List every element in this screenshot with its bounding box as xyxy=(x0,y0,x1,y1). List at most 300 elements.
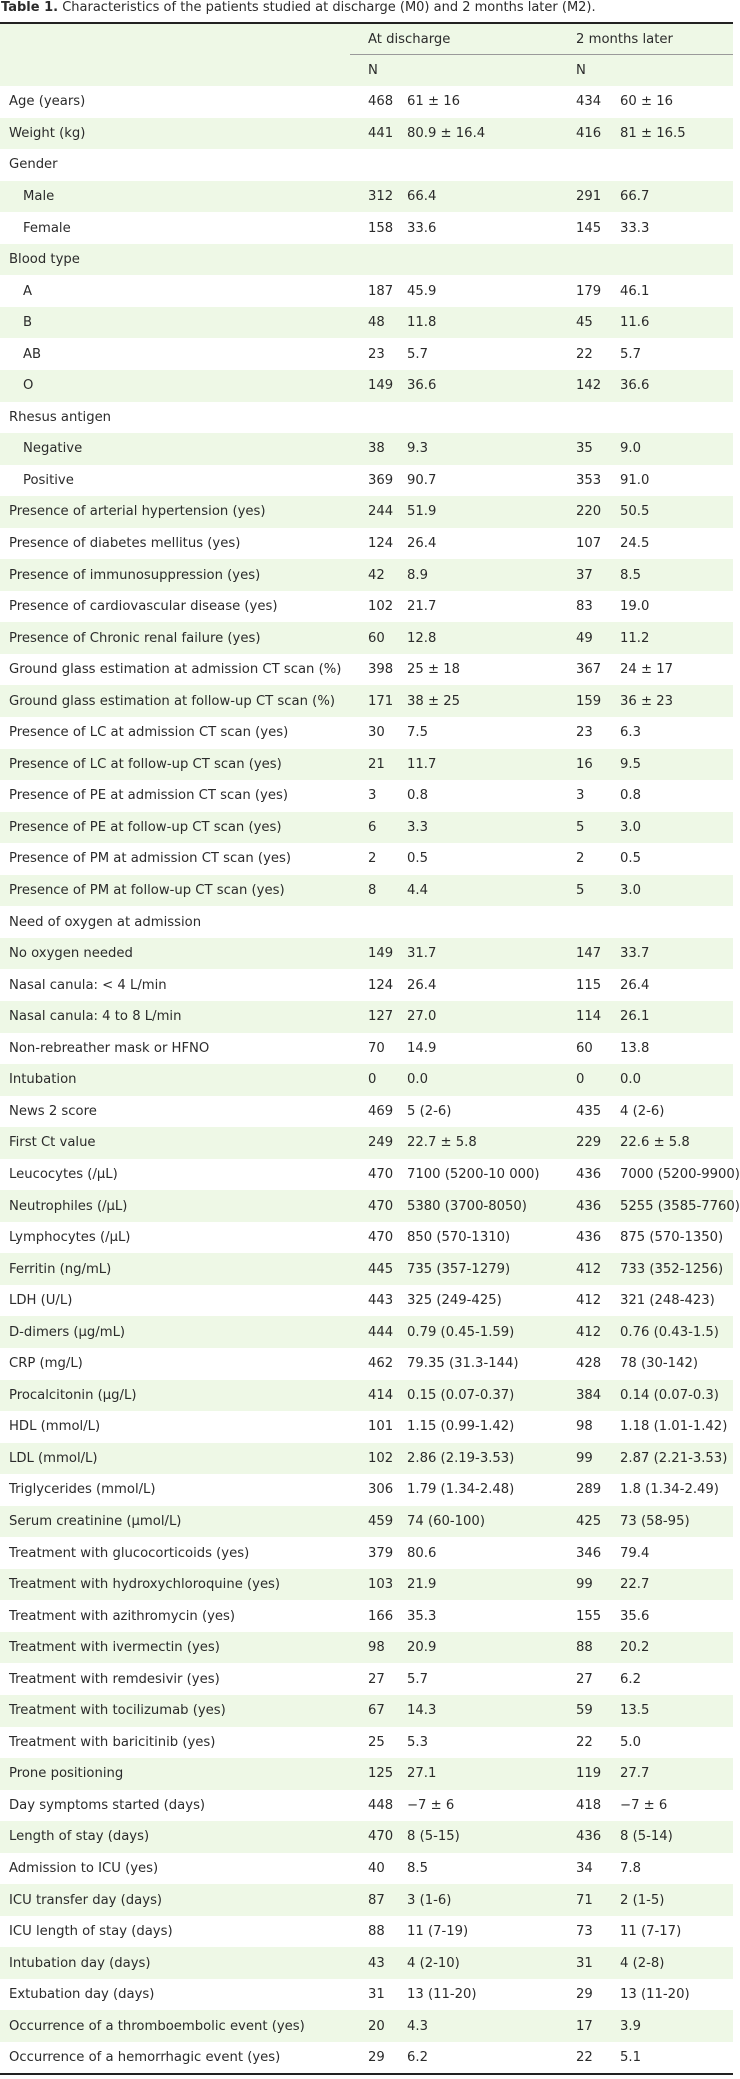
value-at-discharge: 27.1 xyxy=(377,1758,564,1790)
value-at-discharge: 5.7 xyxy=(407,1671,428,1687)
value-two-months-later: 11.6 xyxy=(591,307,733,339)
value-two-months-later: 2 (1-5) xyxy=(591,1884,733,1916)
value-two-months-later: 35.6 xyxy=(620,1608,650,1624)
row-label: Prone positioning xyxy=(0,1758,350,1790)
table-row xyxy=(0,843,733,875)
n-two-months-later: 412 xyxy=(564,1316,591,1348)
table-caption-text: Characteristics of the patients studied at discharge (M0) and 2 months later (M2). xyxy=(62,0,596,15)
value-two-months-later: 22.7 xyxy=(591,1569,733,1601)
row-label: Presence of LC at follow-up CT scan (yes) xyxy=(0,749,350,781)
n-at-discharge: 101 xyxy=(368,1419,394,1435)
row-label: Occurrence of a thromboembolic event (yes) xyxy=(0,2010,350,2042)
value-at-discharge xyxy=(377,402,564,434)
value-at-discharge: 22.7 ± 5.8 xyxy=(377,1127,564,1159)
row-label: Weight (kg) xyxy=(0,118,350,150)
value-at-discharge: 0.8 xyxy=(407,788,428,804)
value-at-discharge: 0.5 xyxy=(407,851,428,867)
table-row xyxy=(0,1506,733,1538)
value-at-discharge xyxy=(377,906,564,938)
value-at-discharge: 51.9 xyxy=(377,496,564,528)
n-two-months-later: 155 xyxy=(576,1608,602,1624)
row-label: AB xyxy=(23,346,42,362)
table-row xyxy=(0,622,733,654)
table-row xyxy=(0,1916,733,1948)
table-body xyxy=(0,86,740,2073)
value-at-discharge: 38 ± 25 xyxy=(377,685,564,717)
table-row xyxy=(0,181,733,213)
table-row xyxy=(0,86,733,118)
row-label: Lymphocytes (/µL) xyxy=(9,1230,131,1246)
row-label: Presence of cardiovascular disease (yes) xyxy=(9,599,278,615)
n-two-months-later xyxy=(564,244,591,276)
header-empty-cell xyxy=(0,55,350,87)
n-at-discharge: 87 xyxy=(350,1884,377,1916)
n-two-months-later: 425 xyxy=(564,1506,591,1538)
value-at-discharge: 80.9 ± 16.4 xyxy=(377,118,564,150)
value-two-months-later: 13 (11-20) xyxy=(620,1987,690,2003)
n-at-discharge: 67 xyxy=(350,1695,377,1727)
n-at-discharge: 70 xyxy=(368,1040,385,1056)
value-two-months-later: 91.0 xyxy=(620,472,650,488)
row-label: Serum creatinine (µmol/L) xyxy=(0,1506,350,1538)
n-at-discharge: 448 xyxy=(368,1797,394,1813)
table-row xyxy=(0,1096,733,1128)
row-label: Treatment with hydroxychloroquine (yes) xyxy=(0,1569,350,1601)
value-two-months-later: 5.0 xyxy=(620,1734,641,1750)
row-label: Leucocytes (/µL) xyxy=(9,1166,118,1182)
n-at-discharge: 468 xyxy=(368,94,394,110)
value-two-months-later: 24 ± 17 xyxy=(620,662,674,678)
table-row xyxy=(0,118,733,150)
table-row xyxy=(0,875,733,907)
value-two-months-later: 6.2 xyxy=(620,1671,641,1687)
value-two-months-later: 11 (7-17) xyxy=(620,1924,682,1940)
n-two-months-later: 22 xyxy=(576,1734,593,1750)
table-row xyxy=(0,1632,733,1664)
value-at-discharge xyxy=(377,244,564,276)
value-at-discharge: 26.4 xyxy=(407,977,437,993)
value-at-discharge: 90.7 xyxy=(407,472,437,488)
n-two-months-later: 17 xyxy=(564,2010,591,2042)
value-at-discharge: 35.3 xyxy=(407,1608,437,1624)
value-two-months-later: 24.5 xyxy=(620,536,650,552)
value-two-months-later xyxy=(591,149,733,181)
row-label: Nasal canula: 4 to 8 L/min xyxy=(0,1001,350,1033)
row-label: Presence of PM at admission CT scan (yes) xyxy=(9,851,292,867)
n-at-discharge: 469 xyxy=(368,1103,394,1119)
value-at-discharge: 21.9 xyxy=(377,1569,564,1601)
n-two-months-later: 107 xyxy=(576,536,602,552)
value-at-discharge: 8.9 xyxy=(377,559,564,591)
table-row xyxy=(0,244,733,276)
n-two-months-later: 5 xyxy=(564,812,591,844)
n-two-months-later: 119 xyxy=(564,1758,591,1790)
table-row xyxy=(0,1348,733,1380)
value-two-months-later: 5.7 xyxy=(620,346,641,362)
row-label: Extubation day (days) xyxy=(9,1987,155,2003)
n-at-discharge: 103 xyxy=(350,1569,377,1601)
n-at-discharge xyxy=(350,906,377,938)
n-two-months-later xyxy=(564,906,591,938)
table-row xyxy=(0,1537,733,1569)
table-row xyxy=(0,1064,733,1096)
table-row xyxy=(0,1790,733,1822)
n-at-discharge: 312 xyxy=(350,181,377,213)
value-at-discharge: 8 (5-15) xyxy=(377,1821,564,1853)
value-two-months-later: 2.87 (2.21-3.53) xyxy=(591,1443,733,1475)
n-two-months-later: 99 xyxy=(564,1569,591,1601)
value-at-discharge: 7100 (5200-10 000) xyxy=(407,1166,540,1182)
row-label: Need of oxygen at admission xyxy=(9,914,202,930)
value-at-discharge: 12.8 xyxy=(377,622,564,654)
value-two-months-later: 5.1 xyxy=(591,2042,733,2074)
table-row xyxy=(0,1884,733,1916)
n-at-discharge: 6 xyxy=(350,812,377,844)
value-two-months-later: 46.1 xyxy=(620,283,650,299)
table-row xyxy=(0,1569,733,1601)
n-at-discharge: 25 xyxy=(368,1734,385,1750)
n-two-months-later xyxy=(564,149,591,181)
value-two-months-later: 4 (2-8) xyxy=(591,1947,733,1979)
row-label: Presence of PM at follow-up CT scan (yes) xyxy=(0,875,350,907)
value-two-months-later: 7000 (5200-9900) xyxy=(620,1166,740,1182)
row-label: B xyxy=(0,307,350,339)
n-at-discharge: 441 xyxy=(350,118,377,150)
row-label: Male xyxy=(0,181,350,213)
value-at-discharge: 36.6 xyxy=(377,370,564,402)
value-at-discharge: 0.79 (0.45-1.59) xyxy=(377,1316,564,1348)
value-two-months-later: 0.14 (0.07-0.3) xyxy=(591,1380,733,1412)
n-two-months-later: 412 xyxy=(564,1253,591,1285)
table-row xyxy=(0,1474,733,1506)
table-row xyxy=(0,433,733,465)
n-two-months-later: 73 xyxy=(576,1924,593,1940)
row-label: Intubation xyxy=(0,1064,350,1096)
value-two-months-later: 0.8 xyxy=(620,788,641,804)
n-at-discharge: 462 xyxy=(368,1356,394,1372)
table-row xyxy=(0,275,733,307)
header-row-n xyxy=(0,55,733,87)
value-at-discharge: 3 (1-6) xyxy=(377,1884,564,1916)
n-two-months-later: 289 xyxy=(576,1482,602,1498)
row-label: HDL (mmol/L) xyxy=(9,1419,101,1435)
row-label: A xyxy=(23,283,33,299)
value-at-discharge: 5 (2-6) xyxy=(407,1103,452,1119)
row-label: Admission to ICU (yes) xyxy=(9,1860,159,1876)
n-two-months-later: 220 xyxy=(564,496,591,528)
value-two-months-later: 73 (58-95) xyxy=(591,1506,733,1538)
n-at-discharge: 149 xyxy=(350,938,377,970)
value-at-discharge: 21.7 xyxy=(407,599,437,615)
value-at-discharge: 11.8 xyxy=(377,307,564,339)
n-at-discharge: 98 xyxy=(350,1632,377,1664)
value-at-discharge: 8.5 xyxy=(407,1860,428,1876)
n-two-months-later: 114 xyxy=(564,1001,591,1033)
value-two-months-later: 7.8 xyxy=(620,1860,641,1876)
row-label: Ferritin (ng/mL) xyxy=(0,1253,350,1285)
row-label: Neutrophiles (/µL) xyxy=(0,1190,350,1222)
table-row xyxy=(0,1316,733,1348)
table-row xyxy=(0,1190,733,1222)
row-label: Treatment with baricitinib (yes) xyxy=(9,1734,216,1750)
table-row xyxy=(0,780,733,812)
n-at-discharge: 244 xyxy=(350,496,377,528)
n-at-discharge: 398 xyxy=(368,662,394,678)
row-label: LDL (mmol/L) xyxy=(0,1443,350,1475)
n-two-months-later: 16 xyxy=(564,749,591,781)
n-at-discharge: 29 xyxy=(350,2042,377,2074)
n-at-discharge: 306 xyxy=(368,1482,394,1498)
value-two-months-later: 22.6 ± 5.8 xyxy=(591,1127,733,1159)
n-at-discharge: 27 xyxy=(368,1671,385,1687)
table-row xyxy=(0,812,733,844)
n-two-months-later: 416 xyxy=(564,118,591,150)
value-at-discharge: 14.3 xyxy=(377,1695,564,1727)
table-row xyxy=(0,1727,733,1759)
n-at-discharge: 23 xyxy=(368,346,385,362)
n-at-discharge: 127 xyxy=(350,1001,377,1033)
table-row xyxy=(0,654,733,686)
n-two-months-later: 436 xyxy=(576,1230,602,1246)
row-label: Length of stay (days) xyxy=(0,1821,350,1853)
table-row xyxy=(0,559,733,591)
value-two-months-later: 26.4 xyxy=(620,977,650,993)
row-label: Presence of PE at admission CT scan (yes) xyxy=(9,788,288,804)
table-row xyxy=(0,1979,733,2011)
n-two-months-later: 27 xyxy=(576,1671,593,1687)
value-at-discharge: 9.3 xyxy=(377,433,564,465)
n-two-months-later: 35 xyxy=(564,433,591,465)
table-row xyxy=(0,1001,733,1033)
value-two-months-later: 78 (30-142) xyxy=(620,1356,698,1372)
n-at-discharge: 470 xyxy=(368,1230,394,1246)
value-two-months-later: 4 (2-6) xyxy=(620,1103,665,1119)
n-at-discharge: 149 xyxy=(350,370,377,402)
value-at-discharge: 66.4 xyxy=(377,181,564,213)
value-two-months-later: 9.5 xyxy=(591,749,733,781)
value-at-discharge: 5.7 xyxy=(407,346,428,362)
table-row xyxy=(0,1222,733,1254)
value-at-discharge: 14.9 xyxy=(407,1040,437,1056)
n-two-months-later: 37 xyxy=(564,559,591,591)
row-label: Ground glass estimation at admission CT scan (%) xyxy=(9,662,342,678)
n-at-discharge: 0 xyxy=(350,1064,377,1096)
table-row xyxy=(0,149,733,181)
n-two-months-later: 434 xyxy=(576,94,602,110)
row-label: Negative xyxy=(0,433,350,465)
value-at-discharge: 61 ± 16 xyxy=(407,94,460,110)
table-row xyxy=(0,2010,733,2042)
value-at-discharge: 4.4 xyxy=(377,875,564,907)
n-at-discharge: 8 xyxy=(350,875,377,907)
n-at-discharge: 3 xyxy=(368,788,377,804)
n-at-discharge: 43 xyxy=(350,1947,377,1979)
table-row xyxy=(0,938,733,970)
value-at-discharge: 26.4 xyxy=(407,536,437,552)
value-two-months-later: 0.76 (0.43-1.5) xyxy=(591,1316,733,1348)
table-row xyxy=(0,212,733,244)
row-label: Age (years) xyxy=(9,94,86,110)
value-two-months-later: 9.0 xyxy=(591,433,733,465)
patient-characteristics-table xyxy=(0,22,740,2075)
header-empty-cell xyxy=(0,23,350,55)
value-at-discharge: 7.5 xyxy=(407,725,428,741)
n-two-months-later: 436 xyxy=(576,1166,602,1182)
value-at-discharge: 4 (2-10) xyxy=(377,1947,564,1979)
n-at-discharge: 30 xyxy=(368,725,385,741)
value-two-months-later: 1.8 (1.34-2.49) xyxy=(620,1482,719,1498)
value-two-months-later: 3.9 xyxy=(591,2010,733,2042)
table-row xyxy=(0,1285,733,1317)
value-at-discharge: 11 (7-19) xyxy=(407,1924,469,1940)
n-two-months-later: 435 xyxy=(576,1103,602,1119)
value-at-discharge: 5380 (3700-8050) xyxy=(377,1190,564,1222)
row-label: CRP (mg/L) xyxy=(9,1356,83,1372)
row-label: First Ct value xyxy=(0,1127,350,1159)
n-two-months-later: 71 xyxy=(564,1884,591,1916)
value-at-discharge: 11.7 xyxy=(377,749,564,781)
n-two-months-later: 142 xyxy=(564,370,591,402)
row-label: LDH (U/L) xyxy=(9,1293,73,1309)
value-two-months-later: 60 ± 16 xyxy=(620,94,674,110)
n-two-months-later: 412 xyxy=(576,1293,602,1309)
row-label: Treatment with tocilizumab (yes) xyxy=(0,1695,350,1727)
row-label: Blood type xyxy=(0,244,350,276)
value-at-discharge: 13 (11-20) xyxy=(407,1987,477,2003)
table-row xyxy=(0,1411,733,1443)
n-at-discharge: 445 xyxy=(350,1253,377,1285)
value-two-months-later: 33.7 xyxy=(591,938,733,970)
n-at-discharge: 102 xyxy=(368,599,394,615)
value-two-months-later: 81 ± 16.5 xyxy=(591,118,733,150)
n-two-months-later: 0 xyxy=(564,1064,591,1096)
n-two-months-later: 3 xyxy=(576,788,585,804)
row-label: Presence of PE at follow-up CT scan (yes) xyxy=(0,812,350,844)
value-two-months-later: 0.5 xyxy=(620,851,641,867)
n-at-discharge: 459 xyxy=(350,1506,377,1538)
n-two-months-later: 31 xyxy=(564,1947,591,1979)
n-two-months-later: 147 xyxy=(564,938,591,970)
n-at-discharge: 124 xyxy=(368,536,394,552)
n-at-discharge: 369 xyxy=(368,472,394,488)
n-at-discharge: 48 xyxy=(350,307,377,339)
row-label: Non-rebreather mask or HFNO xyxy=(9,1040,210,1056)
n-two-months-later: 229 xyxy=(564,1127,591,1159)
value-two-months-later: 33.3 xyxy=(620,220,650,236)
value-two-months-later: 26.1 xyxy=(591,1001,733,1033)
n-two-months-later: 60 xyxy=(576,1040,593,1056)
row-label: ICU length of stay (days) xyxy=(9,1924,173,1940)
n-two-months-later: 346 xyxy=(576,1545,602,1561)
value-two-months-later: 8.5 xyxy=(591,559,733,591)
value-two-months-later xyxy=(591,906,733,938)
table-row xyxy=(0,749,733,781)
value-at-discharge xyxy=(377,149,564,181)
n-two-months-later: 436 xyxy=(564,1821,591,1853)
value-at-discharge: 0.15 (0.07-0.37) xyxy=(377,1380,564,1412)
table-row xyxy=(0,1853,733,1885)
table-row xyxy=(0,1159,733,1191)
n-at-discharge: 171 xyxy=(350,685,377,717)
row-label: Intubation day (days) xyxy=(0,1947,350,1979)
value-two-months-later: 733 (352-1256) xyxy=(591,1253,733,1285)
value-at-discharge: 79.35 (31.3-144) xyxy=(407,1356,519,1372)
n-two-months-later: 49 xyxy=(564,622,591,654)
table-row xyxy=(0,496,733,528)
n-two-months-later: 179 xyxy=(576,283,602,299)
row-label: Day symptoms started (days) xyxy=(9,1797,206,1813)
row-label: Presence of arterial hypertension (yes) xyxy=(0,496,350,528)
n-two-months-later: 34 xyxy=(576,1860,593,1876)
value-at-discharge: 325 (249-425) xyxy=(407,1293,502,1309)
table-row xyxy=(0,307,733,339)
value-at-discharge: 6.2 xyxy=(377,2042,564,2074)
table-row xyxy=(0,1947,733,1979)
n-two-months-later: 5 xyxy=(564,875,591,907)
n-two-months-later: 59 xyxy=(564,1695,591,1727)
n-two-months-later: 115 xyxy=(576,977,602,993)
n-at-discharge: 414 xyxy=(350,1380,377,1412)
n-at-discharge: 60 xyxy=(350,622,377,654)
n-at-discharge: 379 xyxy=(368,1545,394,1561)
n-at-discharge: 31 xyxy=(368,1987,385,2003)
value-two-months-later: 20.2 xyxy=(591,1632,733,1664)
value-at-discharge: 1.15 (0.99-1.42) xyxy=(407,1419,515,1435)
value-at-discharge: 3.3 xyxy=(377,812,564,844)
table-row xyxy=(0,906,733,938)
row-label: Triglycerides (mmol/L) xyxy=(9,1482,156,1498)
row-label: Treatment with ivermectin (yes) xyxy=(0,1632,350,1664)
value-two-months-later: 13.8 xyxy=(620,1040,650,1056)
value-at-discharge: 80.6 xyxy=(407,1545,437,1561)
table-header xyxy=(0,23,733,86)
n-at-discharge: 158 xyxy=(368,220,394,236)
n-at-discharge: 40 xyxy=(368,1860,385,1876)
n-at-discharge: 249 xyxy=(350,1127,377,1159)
row-label: Female xyxy=(23,220,71,236)
n-at-discharge: 102 xyxy=(350,1443,377,1475)
value-at-discharge: 0.0 xyxy=(377,1064,564,1096)
row-label: ICU transfer day (days) xyxy=(0,1884,350,1916)
value-two-months-later: 6.3 xyxy=(620,725,641,741)
row-label: News 2 score xyxy=(9,1103,97,1119)
table-row xyxy=(0,717,733,749)
row-label: No oxygen needed xyxy=(0,938,350,970)
n-two-months-later: 22 xyxy=(576,346,593,362)
n-two-months-later: 98 xyxy=(576,1419,593,1435)
value-two-months-later xyxy=(591,244,733,276)
row-label: Presence of Chronic renal failure (yes) xyxy=(0,622,350,654)
table-row xyxy=(0,528,733,560)
n-two-months-later: 428 xyxy=(576,1356,602,1372)
n-at-discharge xyxy=(350,244,377,276)
n-two-months-later: 291 xyxy=(564,181,591,213)
n-at-discharge: 444 xyxy=(350,1316,377,1348)
value-at-discharge: −7 ± 6 xyxy=(407,1797,455,1813)
value-two-months-later: 321 (248-423) xyxy=(620,1293,715,1309)
n-two-months-later: 83 xyxy=(576,599,593,615)
n-at-discharge: 187 xyxy=(368,283,394,299)
row-label: O xyxy=(0,370,350,402)
row-label: Treatment with azithromycin (yes) xyxy=(9,1608,236,1624)
n-at-discharge: 21 xyxy=(350,749,377,781)
n-two-months-later: 145 xyxy=(576,220,602,236)
value-two-months-later: 8 (5-14) xyxy=(591,1821,733,1853)
value-two-months-later: 3.0 xyxy=(591,875,733,907)
value-at-discharge: 2.86 (2.19-3.53) xyxy=(377,1443,564,1475)
n-two-months-later: 159 xyxy=(564,685,591,717)
row-label: Treatment with glucocorticoids (yes) xyxy=(9,1545,250,1561)
